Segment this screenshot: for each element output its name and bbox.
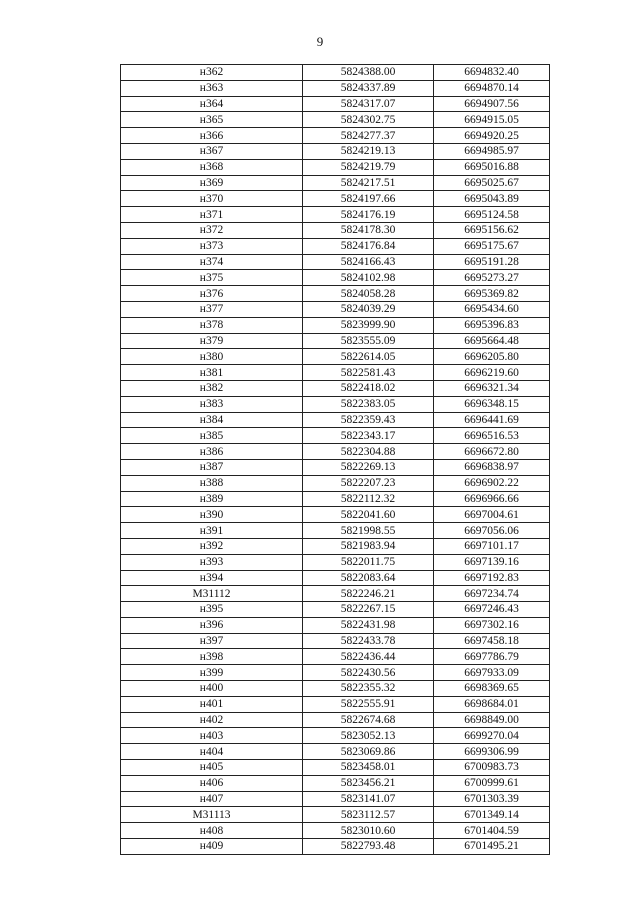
point-name-cell: н375 <box>121 270 303 286</box>
x-coordinate-cell: 5822246.21 <box>303 586 434 602</box>
x-coordinate-cell: 5822614.05 <box>303 349 434 365</box>
x-coordinate-cell: 5822418.02 <box>303 380 434 396</box>
y-coordinate-cell: 6695369.82 <box>434 286 550 302</box>
point-name-cell: н383 <box>121 396 303 412</box>
table-row <box>121 159 550 175</box>
point-name-cell: М31112 <box>121 586 303 602</box>
x-coordinate-cell: 5824219.13 <box>303 143 434 159</box>
table-row <box>121 602 550 618</box>
table-row <box>121 96 550 112</box>
y-coordinate-cell: 6696966.66 <box>434 491 550 507</box>
y-coordinate-cell: 6695124.58 <box>434 207 550 223</box>
x-coordinate-cell: 5823555.09 <box>303 333 434 349</box>
table-row <box>121 523 550 539</box>
y-coordinate-cell: 6697056.06 <box>434 523 550 539</box>
y-coordinate-cell: 6701303.39 <box>434 791 550 807</box>
y-coordinate-cell: 6697101.17 <box>434 538 550 554</box>
point-name-cell: н400 <box>121 681 303 697</box>
table-row <box>121 775 550 791</box>
point-name-cell: н404 <box>121 744 303 760</box>
y-coordinate-cell: 6695273.27 <box>434 270 550 286</box>
point-name-cell: н367 <box>121 143 303 159</box>
point-name-cell: н395 <box>121 602 303 618</box>
table-row <box>121 286 550 302</box>
point-name-cell: н371 <box>121 207 303 223</box>
point-name-cell: н387 <box>121 459 303 475</box>
table-row <box>121 649 550 665</box>
point-name-cell: н394 <box>121 570 303 586</box>
x-coordinate-cell: 5823456.21 <box>303 775 434 791</box>
y-coordinate-cell: 6698369.65 <box>434 681 550 697</box>
table-row <box>121 396 550 412</box>
x-coordinate-cell: 5822436.44 <box>303 649 434 665</box>
point-name-cell: н373 <box>121 238 303 254</box>
table-row <box>121 475 550 491</box>
x-coordinate-cell: 5822433.78 <box>303 633 434 649</box>
y-coordinate-cell: 6696205.80 <box>434 349 550 365</box>
point-name-cell: н402 <box>121 712 303 728</box>
point-name-cell: н408 <box>121 823 303 839</box>
table-row <box>121 270 550 286</box>
y-coordinate-cell: 6699306.99 <box>434 744 550 760</box>
point-name-cell: н382 <box>121 380 303 396</box>
x-coordinate-cell: 5823069.86 <box>303 744 434 760</box>
x-coordinate-cell: 5821983.94 <box>303 538 434 554</box>
point-name-cell: н372 <box>121 222 303 238</box>
page-number: 9 <box>316 34 324 49</box>
table-row <box>121 333 550 349</box>
x-coordinate-cell: 5824302.75 <box>303 112 434 128</box>
point-name-cell: н399 <box>121 665 303 681</box>
point-name-cell: н389 <box>121 491 303 507</box>
y-coordinate-cell: 6695016.88 <box>434 159 550 175</box>
point-name-cell: н363 <box>121 80 303 96</box>
x-coordinate-cell: 5824197.66 <box>303 191 434 207</box>
point-name-cell: н391 <box>121 523 303 539</box>
x-coordinate-cell: 5823010.60 <box>303 823 434 839</box>
point-name-cell: н390 <box>121 507 303 523</box>
y-coordinate-cell: 6696672.80 <box>434 444 550 460</box>
y-coordinate-cell: 6694832.40 <box>434 65 550 81</box>
table-row <box>121 839 550 855</box>
x-coordinate-cell: 5822083.64 <box>303 570 434 586</box>
point-name-cell: н374 <box>121 254 303 270</box>
x-coordinate-cell: 5824102.98 <box>303 270 434 286</box>
x-coordinate-cell: 5824176.84 <box>303 238 434 254</box>
x-coordinate-cell: 5822112.32 <box>303 491 434 507</box>
table-row <box>121 80 550 96</box>
y-coordinate-cell: 6696516.53 <box>434 428 550 444</box>
point-name-cell: н381 <box>121 365 303 381</box>
x-coordinate-cell: 5824277.37 <box>303 128 434 144</box>
x-coordinate-cell: 5822555.91 <box>303 696 434 712</box>
point-name-cell: н385 <box>121 428 303 444</box>
table-row <box>121 554 550 570</box>
y-coordinate-cell: 6694870.14 <box>434 80 550 96</box>
y-coordinate-cell: 6697139.16 <box>434 554 550 570</box>
table-row <box>121 317 550 333</box>
point-name-cell: н393 <box>121 554 303 570</box>
y-coordinate-cell: 6695396.83 <box>434 317 550 333</box>
y-coordinate-cell: 6696321.34 <box>434 380 550 396</box>
x-coordinate-cell: 5822431.98 <box>303 617 434 633</box>
y-coordinate-cell: 6700999.61 <box>434 775 550 791</box>
x-coordinate-cell: 5822793.48 <box>303 839 434 855</box>
point-name-cell: н386 <box>121 444 303 460</box>
point-name-cell: н364 <box>121 96 303 112</box>
y-coordinate-cell: 6697302.16 <box>434 617 550 633</box>
x-coordinate-cell: 5822355.32 <box>303 681 434 697</box>
x-coordinate-cell: 5822011.75 <box>303 554 434 570</box>
y-coordinate-cell: 6694920.25 <box>434 128 550 144</box>
table-row <box>121 254 550 270</box>
point-name-cell: н403 <box>121 728 303 744</box>
table-row <box>121 760 550 776</box>
x-coordinate-cell: 5822430.56 <box>303 665 434 681</box>
table-row <box>121 143 550 159</box>
y-coordinate-cell: 6695156.62 <box>434 222 550 238</box>
point-name-cell: н405 <box>121 760 303 776</box>
x-coordinate-cell: 5822041.60 <box>303 507 434 523</box>
table-row <box>121 380 550 396</box>
x-coordinate-cell: 5822343.17 <box>303 428 434 444</box>
table-row <box>121 238 550 254</box>
point-name-cell: н378 <box>121 317 303 333</box>
point-name-cell: н407 <box>121 791 303 807</box>
table-row <box>121 412 550 428</box>
y-coordinate-cell: 6701349.14 <box>434 807 550 823</box>
point-name-cell: н366 <box>121 128 303 144</box>
y-coordinate-cell: 6697192.83 <box>434 570 550 586</box>
x-coordinate-cell: 5823141.07 <box>303 791 434 807</box>
point-name-cell: н409 <box>121 839 303 855</box>
table-row <box>121 791 550 807</box>
y-coordinate-cell: 6696441.69 <box>434 412 550 428</box>
table-row <box>121 570 550 586</box>
table-row <box>121 365 550 381</box>
x-coordinate-cell: 5822383.05 <box>303 396 434 412</box>
table-row <box>121 586 550 602</box>
point-name-cell: н406 <box>121 775 303 791</box>
x-coordinate-cell: 5824058.28 <box>303 286 434 302</box>
y-coordinate-cell: 6695043.89 <box>434 191 550 207</box>
x-coordinate-cell: 5824337.89 <box>303 80 434 96</box>
table-row <box>121 807 550 823</box>
x-coordinate-cell: 5824317.07 <box>303 96 434 112</box>
y-coordinate-cell: 6696219.60 <box>434 365 550 381</box>
table-row <box>121 507 550 523</box>
point-name-cell: н377 <box>121 301 303 317</box>
x-coordinate-cell: 5824176.19 <box>303 207 434 223</box>
y-coordinate-cell: 6696348.15 <box>434 396 550 412</box>
y-coordinate-cell: 6699270.04 <box>434 728 550 744</box>
table-row <box>121 222 550 238</box>
x-coordinate-cell: 5822269.13 <box>303 459 434 475</box>
x-coordinate-cell: 5822359.43 <box>303 412 434 428</box>
x-coordinate-cell: 5824388.00 <box>303 65 434 81</box>
point-name-cell: н379 <box>121 333 303 349</box>
y-coordinate-cell: 6694907.56 <box>434 96 550 112</box>
point-name-cell: н380 <box>121 349 303 365</box>
point-name-cell: н398 <box>121 649 303 665</box>
table-row <box>121 301 550 317</box>
x-coordinate-cell: 5823999.90 <box>303 317 434 333</box>
y-coordinate-cell: 6697458.18 <box>434 633 550 649</box>
y-coordinate-cell: 6697933.09 <box>434 665 550 681</box>
x-coordinate-cell: 5822267.15 <box>303 602 434 618</box>
x-coordinate-cell: 5824039.29 <box>303 301 434 317</box>
y-coordinate-cell: 6695191.28 <box>434 254 550 270</box>
y-coordinate-cell: 6701495.21 <box>434 839 550 855</box>
x-coordinate-cell: 5822207.23 <box>303 475 434 491</box>
point-name-cell: н392 <box>121 538 303 554</box>
x-coordinate-cell: 5822304.88 <box>303 444 434 460</box>
x-coordinate-cell: 5824166.43 <box>303 254 434 270</box>
point-name-cell: н384 <box>121 412 303 428</box>
table-row <box>121 65 550 81</box>
y-coordinate-cell: 6697786.79 <box>434 649 550 665</box>
table-row <box>121 128 550 144</box>
y-coordinate-cell: 6697234.74 <box>434 586 550 602</box>
x-coordinate-cell: 5822581.43 <box>303 365 434 381</box>
coordinates-table <box>120 64 550 855</box>
table-row <box>121 491 550 507</box>
y-coordinate-cell: 6697004.61 <box>434 507 550 523</box>
table-row <box>121 712 550 728</box>
table-row <box>121 633 550 649</box>
point-name-cell: н397 <box>121 633 303 649</box>
table-row <box>121 617 550 633</box>
y-coordinate-cell: 6695664.48 <box>434 333 550 349</box>
table-row <box>121 728 550 744</box>
table-row <box>121 349 550 365</box>
table-row <box>121 112 550 128</box>
x-coordinate-cell: 5823052.13 <box>303 728 434 744</box>
x-coordinate-cell: 5824219.79 <box>303 159 434 175</box>
x-coordinate-cell: 5824217.51 <box>303 175 434 191</box>
y-coordinate-cell: 6694915.05 <box>434 112 550 128</box>
table-row <box>121 207 550 223</box>
y-coordinate-cell: 6701404.59 <box>434 823 550 839</box>
y-coordinate-cell: 6694985.97 <box>434 143 550 159</box>
table-row <box>121 444 550 460</box>
table-row <box>121 696 550 712</box>
y-coordinate-cell: 6698684.01 <box>434 696 550 712</box>
table-row <box>121 823 550 839</box>
y-coordinate-cell: 6695175.67 <box>434 238 550 254</box>
table-row <box>121 428 550 444</box>
x-coordinate-cell: 5823112.57 <box>303 807 434 823</box>
point-name-cell: н376 <box>121 286 303 302</box>
point-name-cell: н368 <box>121 159 303 175</box>
y-coordinate-cell: 6695025.67 <box>434 175 550 191</box>
y-coordinate-cell: 6697246.43 <box>434 602 550 618</box>
y-coordinate-cell: 6696902.22 <box>434 475 550 491</box>
x-coordinate-cell: 5824178.30 <box>303 222 434 238</box>
x-coordinate-cell: 5821998.55 <box>303 523 434 539</box>
point-name-cell: н401 <box>121 696 303 712</box>
table-row <box>121 681 550 697</box>
y-coordinate-cell: 6698849.00 <box>434 712 550 728</box>
table-row <box>121 459 550 475</box>
point-name-cell: н365 <box>121 112 303 128</box>
y-coordinate-cell: 6695434.60 <box>434 301 550 317</box>
table-row <box>121 744 550 760</box>
point-name-cell: н369 <box>121 175 303 191</box>
table-row <box>121 665 550 681</box>
point-name-cell: М31113 <box>121 807 303 823</box>
coordinates-table-body <box>121 65 550 855</box>
table-row <box>121 175 550 191</box>
point-name-cell: н362 <box>121 65 303 81</box>
y-coordinate-cell: 6700983.73 <box>434 760 550 776</box>
table-row <box>121 538 550 554</box>
x-coordinate-cell: 5822674.68 <box>303 712 434 728</box>
table-row <box>121 191 550 207</box>
point-name-cell: н396 <box>121 617 303 633</box>
x-coordinate-cell: 5823458.01 <box>303 760 434 776</box>
point-name-cell: н370 <box>121 191 303 207</box>
point-name-cell: н388 <box>121 475 303 491</box>
y-coordinate-cell: 6696838.97 <box>434 459 550 475</box>
